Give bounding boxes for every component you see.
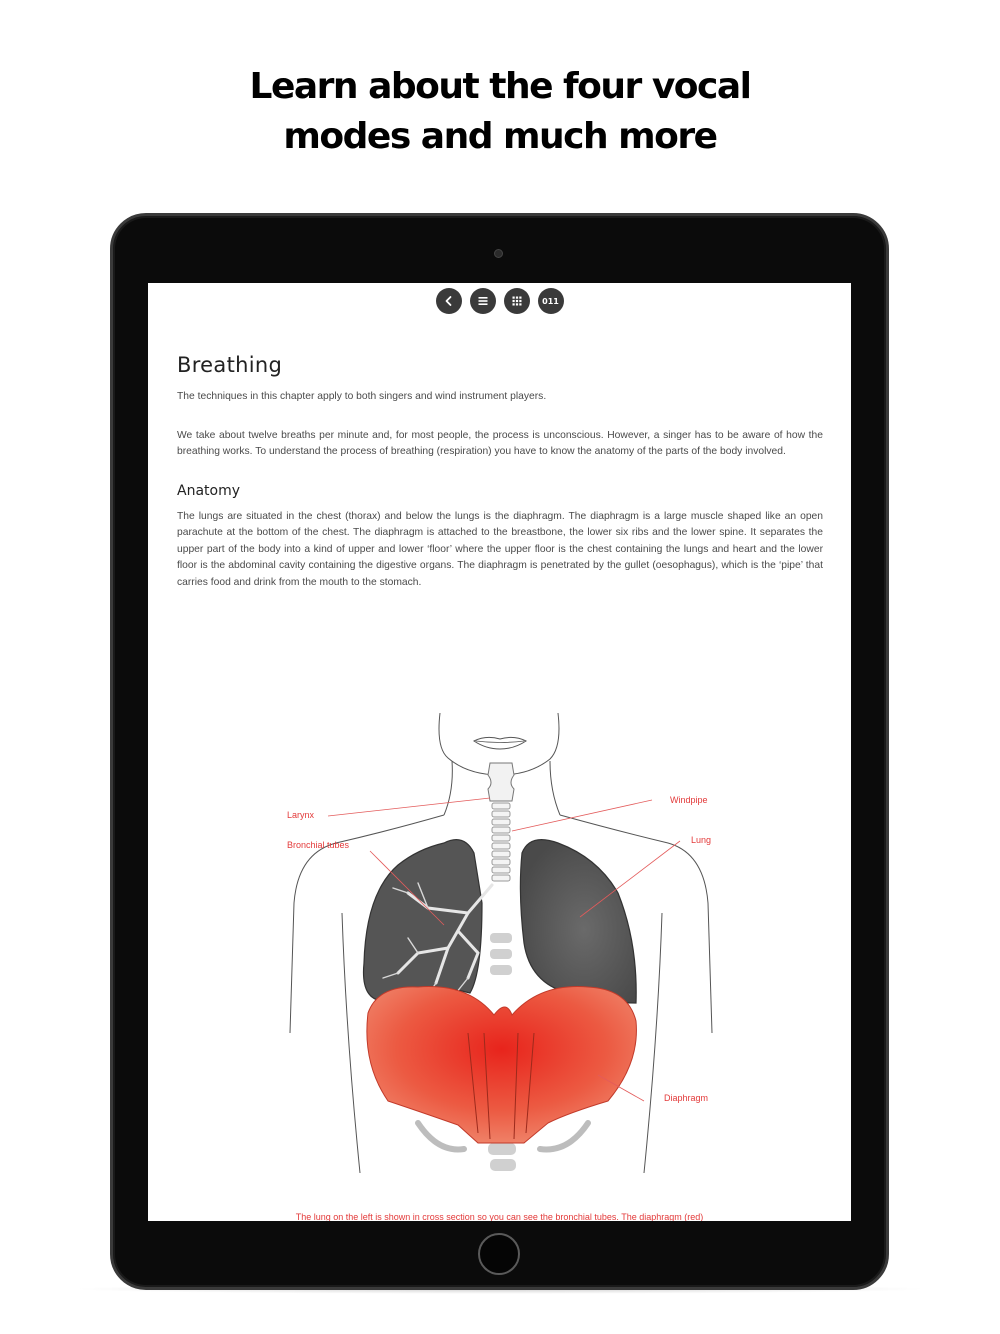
section-heading-anatomy: Anatomy bbox=[177, 482, 241, 499]
label-lung: Lung bbox=[691, 835, 712, 845]
grid-button[interactable] bbox=[504, 288, 530, 314]
home-button[interactable] bbox=[478, 1233, 520, 1275]
promo-headline-line-2: modes and much more bbox=[283, 116, 717, 157]
page-number-button[interactable]: 011 bbox=[538, 288, 564, 314]
page-title: Breathing bbox=[177, 353, 283, 377]
body-paragraph-2: The lungs are situated in the chest (thorax) and below the lungs is the diaphragm. The diaphragm is a large muscle shaped like an open parachute at the bottom of the chest. The diaphragm is attached to the breastbone, the lower six ribs and the lower spine. It separates the upper part of the body into a kind of upper and lower ‘floor’ where the upper floor is the chest containing the lungs and heart and the lower floor is the abdominal cavity containing the digestive organs. The diaphragm is penetrated by the gullet (oesophagus), which is the ‘pipe’ that carries food and drink from the mouth to the stomach. bbox=[177, 510, 823, 588]
label-windpipe: Windpipe bbox=[670, 795, 708, 805]
label-bronchial-tubes: Bronchial tubes bbox=[287, 840, 350, 850]
label-diaphragm: Diaphragm bbox=[664, 1093, 709, 1103]
diaphragm-shape bbox=[367, 987, 637, 1143]
menu-button[interactable] bbox=[470, 288, 496, 314]
menu-icon bbox=[477, 295, 489, 307]
diagram-caption: The lung on the left is shown in cross section so you can see the bronchial tubes. The diaphragm (red) bbox=[295, 1212, 704, 1221]
document-body bbox=[177, 353, 823, 591]
promo-headline bbox=[0, 62, 1000, 162]
camera-icon bbox=[494, 249, 503, 258]
label-larynx: Larynx bbox=[287, 810, 315, 820]
intro-paragraph: The techniques in this chapter apply to both singers and wind instrument players. bbox=[177, 391, 547, 402]
back-button[interactable] bbox=[436, 288, 462, 314]
torso-illustration bbox=[268, 703, 748, 1193]
windpipe-rings bbox=[492, 803, 510, 881]
promo-headline-line-1: Learn about the four vocal bbox=[249, 66, 751, 107]
nav-bar bbox=[148, 288, 851, 316]
chevron-left-icon bbox=[443, 295, 455, 307]
body-paragraph-1: We take about twelve breaths per minute and, for most people, the process is unconscious. However, a singer has to be aware of how the breathing works. To understand the process of breathing (respiration) you have to know the anatomy of the parts of the body involved. bbox=[177, 429, 823, 457]
grid-icon bbox=[511, 295, 523, 307]
app-screen bbox=[148, 283, 851, 1221]
anatomy-diagram bbox=[268, 703, 748, 1193]
